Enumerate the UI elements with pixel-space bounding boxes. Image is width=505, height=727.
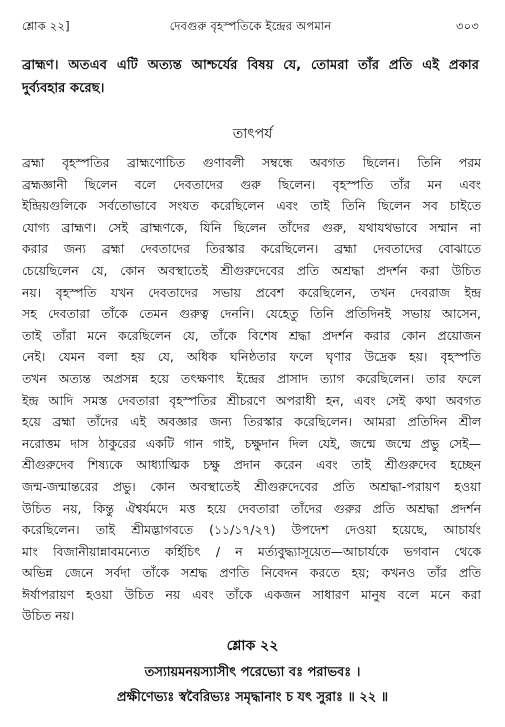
purport-line: নয়। বৃহস্পতি যখন দেবতাদের সভায় প্রবেশ করেছিলেন, তখন দেবরাজ ইন্দ্র <box>22 284 481 300</box>
purport-line: উচিত নয়। <box>22 608 75 624</box>
purport-line: ব্রহ্মা বৃহস্পতির ব্রাহ্মণোচিত গুণাবলী সম্বন্ধে অবগত ছিলেন। তিনি পরম <box>22 155 481 170</box>
purport-line: ইন্দ্র আদি সমস্ত দেবতারা বৃহস্পতির শ্রীচরণে অপরাধী হন, এবং সেই কথা অবগত <box>22 392 481 408</box>
purport-line: তাই তাঁরা মনে করেছিলেন যে, তাঁকে বিশেষ শ্রদ্ধা প্রদর্শন করার কোন প্রয়োজন <box>22 327 481 343</box>
purport-line: করার জন্য ব্রহ্মা দেবতাদের তিরস্কার করেছিলেন। ব্রহ্মা দেবতাদের বোঝাতে <box>22 241 481 257</box>
purport-line: ব্রহ্মজ্ঞানী ছিলেন বলে দেবতাদের গুরু ছিলেন। বৃহস্পতি তাঁর মন এবং <box>22 176 481 192</box>
purport-line: নরোত্তম দাস ঠাকুরের একটি গান গাই, চক্ষুদান দিল যেই, জন্মে জন্মে প্রভু সেই— <box>22 435 481 451</box>
translation-line: ব্রাহ্মণ। অতএব এটি অত্যন্ত আশ্চর্যের বিষয় যে, তোমরা তাঁর প্রতি এই প্রকার <box>22 58 479 73</box>
purport-line: শ্রীগুরুদেব শিষ্যকে আধ্যাত্মিক চক্ষু প্রদান করেন এবং তাই শ্রীগুরুদেব হচ্ছেন <box>22 457 481 473</box>
purport-line: নেই। যেমন বলা হয় যে, অধিক ঘনিষ্ঠতার ফলে ঘৃণার উদ্রেক হয়। বৃহস্পতি <box>22 349 481 365</box>
purport-heading: তাৎপর্য <box>232 126 273 142</box>
header-verse-ref: শ্লোক ২২] <box>22 19 70 33</box>
purport-line: সহ দেবতারা তাঁকে তেমন গুরুত্ব দেননি। যেহেতু তিনি প্রতিদিনই সভায় আসেন, <box>22 306 481 322</box>
header-chapter-title: দেবগুরু বৃহস্পতিকে ইন্দ্রের অপমান <box>169 19 332 33</box>
purport-body <box>22 152 481 627</box>
purport-line: যোগ্য ব্রাহ্মণ। সেই ব্রাহ্মণকে, যিনি ছিলেন তাঁদের গুরু, যথাযথভাবে সম্মান না <box>22 219 481 235</box>
purport-line: তখন অত্যন্ত অপ্রসন্ন হয়ে তৎক্ষণাৎ ইন্দ্রের প্রাসাদ ত্যাগ করেছিলেন। তার ফলে <box>22 370 481 386</box>
running-header <box>22 18 479 37</box>
purport-line: জন্ম-জন্মান্তরের প্রভু। কোন অবস্থাতেই শ্রীগুরুদেবের প্রতি অশ্রদ্ধা-পরায়ণ হওয়া <box>22 478 481 494</box>
purport-line: হয়ে ব্রহ্মা তাঁদের এই অবজ্ঞার জন্য তিরস্কার করেছিলেন। আমরা প্রতিদিন শ্রীল <box>22 414 481 430</box>
purport-line: উচিত নয়, কিন্তু ঐশ্বর্যমদে মত্ত হয়ে দেবতারা তাঁদের গুরুর প্রতি অশ্রদ্ধা প্রদর্শন <box>22 500 481 516</box>
page-number: ৩০৩ <box>455 19 479 33</box>
verse-line: প্রক্ষীণেভ্যঃ স্ববৈরিভ্যঃ সমৃদ্ধানাং চ যৎ সুরাঃ ॥ ২২ ॥ <box>116 690 389 705</box>
translation-text <box>22 54 479 100</box>
sanskrit-verse <box>0 660 505 710</box>
purport-line: মাং বিজানীয়ান্নাবমন্যেত কর্হিচিৎ / ন মর্ত্যবুদ্ধ্যাসূয়েত—আচার্যকে ভগবান থেকে <box>22 543 481 559</box>
translation-line: দুর্ব্যবহার করেছ। <box>22 81 105 96</box>
purport-line: ইন্দ্রিয়গুলিকে সর্বতোভাবে সংযত করেছিলেন এবং তাই তিনি ছিলেন সব চাইতে <box>22 198 481 214</box>
purport-line: করেছিলেন। তাই শ্রীমদ্ভাগবতে (১১/১৭/২৭) উপদেশ দেওয়া হয়েছে, আচার্যং <box>22 522 481 538</box>
verse-line: তস্যায়মনয়স্যাসীৎ পরেভ্যো বঃ পরাভবঃ । <box>144 665 361 680</box>
purport-line: চেয়েছিলেন যে, কোন অবস্থাতেই শ্রীগুরুদেবের প্রতি অশ্রদ্ধা প্রদর্শন করা উচিত <box>22 262 481 278</box>
verse-heading: শ্লোক ২২ <box>226 638 279 654</box>
purport-line: ঈর্ষাপরায়ণ হওয়া উচিত নয় এবং তাঁকে একজন সাধারণ মানুষ বলে মনে করা <box>22 586 481 602</box>
purport-line: অভিন্ন জেনে সর্বদা তাঁকে সশ্রদ্ধ প্রণতি নিবেদন করতে হয়; কখনও তাঁর প্রতি <box>22 565 481 581</box>
